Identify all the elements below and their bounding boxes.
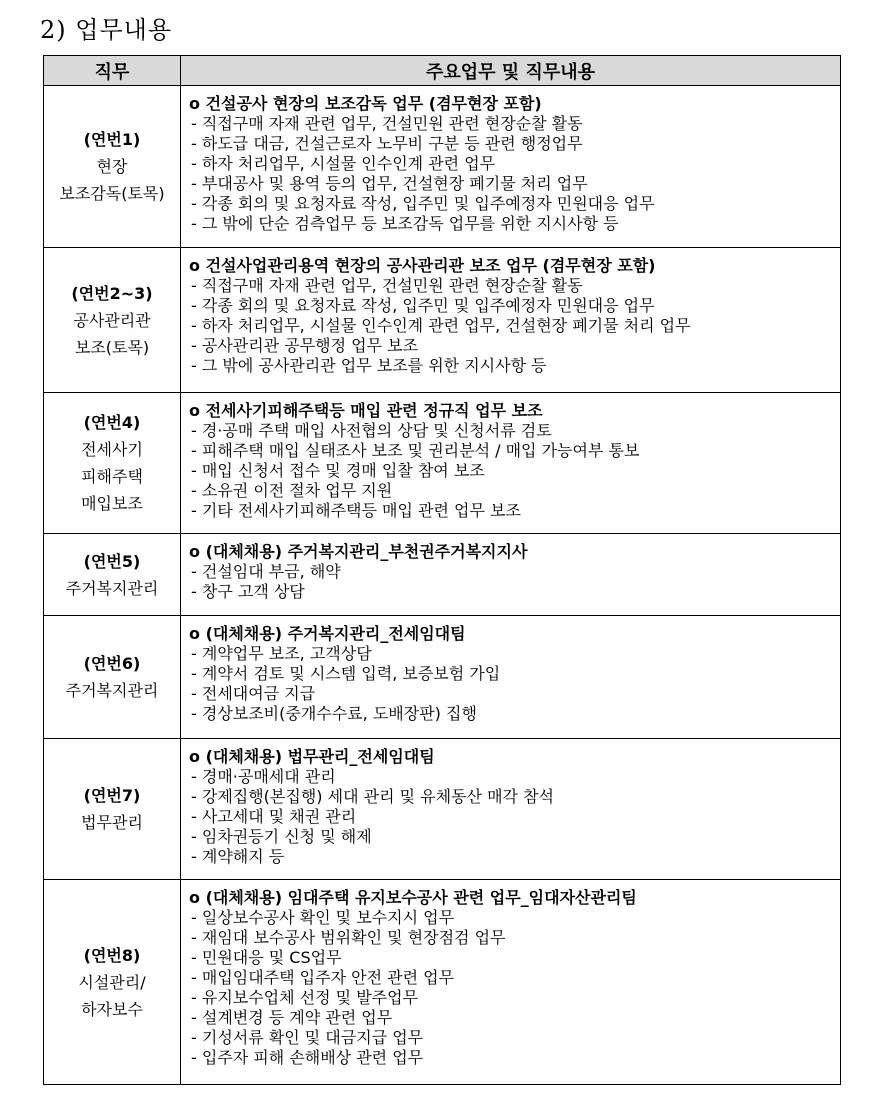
- role-name-line: 법무관리: [81, 813, 143, 832]
- task-item: - 하도급 대금, 건설근로자 노무비 구분 등 관련 행정업무: [189, 134, 834, 154]
- task-item: - 매입임대주택 입주자 안전 관련 업무: [189, 968, 834, 988]
- role-name-line: 피해주택: [81, 467, 143, 486]
- role-name-line: 전세사기: [81, 440, 143, 459]
- task-item: - 계약업무 보조, 고객상담: [189, 644, 834, 664]
- duty-table: [43, 55, 841, 1085]
- task-item-list: [189, 908, 834, 1068]
- role-number: (연번5): [83, 551, 141, 571]
- task-item: - 경매·공매세대 관리: [189, 767, 834, 787]
- task-heading: o 건설사업관리용역 현장의 공사관리관 보조 업무 (겸무현장 포함): [189, 256, 656, 275]
- role-cell: [44, 616, 181, 739]
- task-item: - 하자 처리업무, 시설물 인수인계 관련 업무, 건설현장 폐기물 처리 업무: [189, 316, 834, 336]
- role-cell: [44, 880, 181, 1085]
- table-row: [44, 616, 841, 739]
- role-name-line: 보조(토목): [74, 337, 150, 357]
- tasks-cell: [181, 880, 841, 1085]
- task-item: - 공사관리관 공무행정 업무 보조: [189, 336, 834, 356]
- role-cell: [44, 86, 181, 248]
- task-item: - 직접구매 자재 관련 업무, 건설민원 관련 현장순찰 활동: [189, 276, 834, 296]
- tasks-cell: [181, 616, 841, 739]
- task-item: - 경상보조비(중개수수료, 도배장판) 집행: [189, 704, 834, 724]
- task-item: - 사고세대 및 채권 관리: [189, 807, 834, 827]
- task-item-list: [189, 562, 834, 602]
- header-role: 직무: [44, 56, 181, 86]
- role-name-line: 주거복지관리: [65, 681, 159, 700]
- table-row: [44, 248, 841, 393]
- tasks-cell: [181, 393, 841, 534]
- task-item-list: [189, 767, 834, 867]
- task-item: - 계약서 검토 및 시스템 입력, 보증보험 가입: [189, 664, 834, 684]
- task-item: - 기성서류 확인 및 대금지급 업무: [189, 1028, 834, 1048]
- task-item: - 하자 처리업무, 시설물 인수인계 관련 업무: [189, 154, 834, 174]
- duty-table-body: [44, 86, 841, 1085]
- role-name-line: 하자보수: [81, 999, 143, 1019]
- role-cell: [44, 534, 181, 616]
- role-number: (연번6): [83, 654, 141, 673]
- table-row: [44, 86, 841, 248]
- task-item: - 설계변경 등 계약 관련 업무: [189, 1008, 834, 1028]
- task-item: - 강제집행(본집행) 세대 관리 및 유체동산 매각 참석: [189, 787, 834, 807]
- header-tasks: 주요업무 및 직무내용: [181, 56, 841, 86]
- role-name-line: 주거복지관리: [65, 578, 159, 598]
- task-item: - 부대공사 및 용역 등의 업무, 건설현장 폐기물 처리 업무: [189, 174, 834, 194]
- task-item: - 직접구매 자재 관련 업무, 건설민원 관련 현장순찰 활동: [189, 114, 834, 134]
- task-item: - 매입 신청서 접수 및 경매 입찰 참여 보조: [189, 461, 834, 481]
- task-item: - 기타 전세사기피해주택등 매입 관련 업무 보조: [189, 501, 834, 521]
- section-title: 2) 업무내용: [40, 16, 172, 44]
- table-row: [44, 393, 841, 534]
- task-item-list: [189, 114, 834, 234]
- task-item-list: [189, 644, 834, 724]
- task-item: - 소유권 이전 절차 업무 지원: [189, 481, 834, 501]
- role-number: (연번1): [83, 130, 141, 149]
- role-cell: [44, 393, 181, 534]
- task-item: - 피해주택 매입 실태조사 보조 및 권리분석 / 매입 가능여부 통보: [189, 441, 834, 461]
- table-header-row: [44, 56, 841, 86]
- task-item-list: [189, 276, 834, 376]
- task-item: - 일상보수공사 확인 및 보수지시 업무: [189, 908, 834, 928]
- table-row: [44, 739, 841, 880]
- role-name-line: 매입보조: [81, 494, 143, 513]
- table-row: [44, 534, 841, 616]
- tasks-cell: [181, 739, 841, 880]
- task-item: - 민원대응 및 CS업무: [189, 948, 834, 968]
- task-item: - 그 밖에 단순 검측업무 등 보조감독 업무를 위한 지시사항 등: [189, 214, 834, 234]
- task-heading: o (대체채용) 주거복지관리_부천권주거복지지사: [189, 542, 528, 561]
- table-row: [44, 880, 841, 1085]
- task-item: - 재임대 보수공사 범위확인 및 현장점검 업무: [189, 928, 834, 948]
- task-item: - 건설임대 부금, 해약: [189, 562, 834, 582]
- task-item: - 입주자 피해 손해배상 관련 업무: [189, 1048, 834, 1068]
- task-item: - 각종 회의 및 요청자료 작성, 입주민 및 입주예정자 민원대응 업무: [189, 296, 834, 316]
- role-number: (연번2~3): [71, 283, 153, 303]
- task-item: - 유지보수업체 선정 및 발주업무: [189, 988, 834, 1008]
- role-number: (연번8): [83, 945, 141, 965]
- task-heading: o (대체채용) 임대주택 유지보수공사 관련 업무_임대자산관리팀: [189, 888, 637, 907]
- role-name-line: 공사관리관: [73, 310, 151, 330]
- task-item: - 계약해지 등: [189, 847, 834, 867]
- task-heading: o (대체채용) 법무관리_전세임대팀: [189, 747, 435, 766]
- role-name-line: 시설관리/: [78, 972, 146, 992]
- role-cell: [44, 739, 181, 880]
- tasks-cell: [181, 86, 841, 248]
- task-heading: o 전세사기피해주택등 매입 관련 정규직 업무 보조: [189, 401, 543, 420]
- task-item: - 각종 회의 및 요청자료 작성, 입주민 및 입주예정자 민원대응 업무: [189, 194, 834, 214]
- task-item: - 전세대여금 지급: [189, 684, 834, 704]
- task-heading: o 건설공사 현장의 보조감독 업무 (겸무현장 포함): [189, 94, 542, 113]
- task-item: - 창구 고객 상담: [189, 582, 834, 602]
- role-number: (연번4): [83, 413, 141, 432]
- tasks-cell: [181, 534, 841, 616]
- tasks-cell: [181, 248, 841, 393]
- task-item: - 그 밖에 공사관리관 업무 보조를 위한 지시사항 등: [189, 356, 834, 376]
- task-item: - 경·공매 주택 매입 사전협의 상담 및 신청서류 검토: [189, 421, 834, 441]
- role-number: (연번7): [83, 786, 141, 805]
- role-cell: [44, 248, 181, 393]
- task-item: - 임차권등기 신청 및 해제: [189, 827, 834, 847]
- role-name-line: 현장: [96, 157, 128, 176]
- task-heading: o (대체채용) 주거복지관리_전세임대팀: [189, 624, 466, 643]
- task-item-list: [189, 421, 834, 521]
- role-name-line: 보조감독(토목): [59, 184, 165, 203]
